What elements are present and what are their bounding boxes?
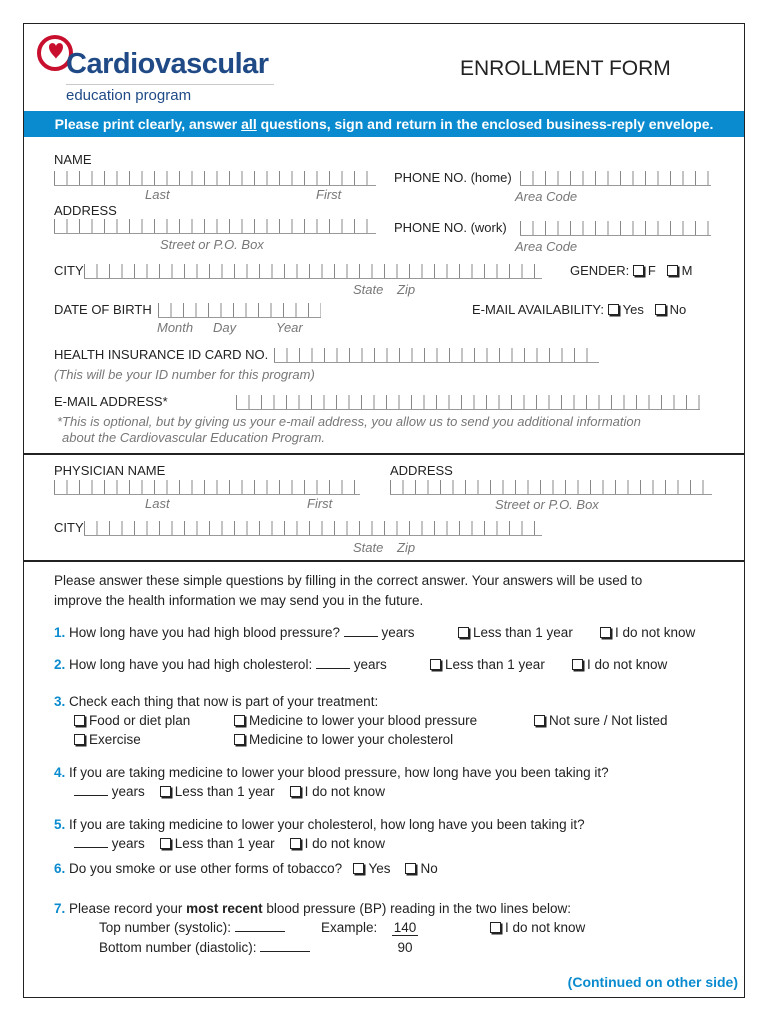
q5-years-field[interactable]	[74, 847, 108, 848]
q1-years-field[interactable]	[344, 636, 378, 637]
q6-yes-checkbox[interactable]	[353, 863, 364, 874]
email-input[interactable]	[236, 395, 700, 410]
email-availability: E-MAIL AVAILABILITY: Yes No	[472, 302, 687, 317]
gender-label: GENDER: F M	[570, 263, 693, 278]
gender-m-checkbox[interactable]	[667, 265, 678, 276]
question-5: 5. If you are taking medicine to lower your cholesterol, how long have you been taking it?	[54, 817, 585, 832]
city-label: CITY	[54, 263, 84, 278]
question-4: 4. If you are taking medicine to lower your blood pressure, how long have you been taking it?	[54, 765, 609, 780]
q7-dont-know-option[interactable]: I do not know	[490, 920, 585, 935]
address-input[interactable]	[54, 219, 376, 234]
example-top-value: 140	[393, 920, 417, 935]
physician-city-input[interactable]	[84, 521, 542, 536]
systolic-row: Top number (systolic):	[99, 920, 285, 935]
intro-line-2: improve the health information we may send you in the future.	[54, 593, 424, 608]
phone-home-input[interactable]	[520, 171, 711, 186]
q2-dont-know-option[interactable]: I do not know	[572, 657, 667, 672]
q2-years-field[interactable]	[316, 668, 350, 669]
physician-first-hint: First	[307, 496, 333, 511]
q4-years-field[interactable]	[74, 795, 108, 796]
question-1: 1. How long have you had high blood pressure? years	[54, 625, 415, 640]
example-bottom-value: 90	[397, 940, 413, 955]
q3-exercise-option[interactable]: Exercise	[74, 732, 141, 747]
insurance-input[interactable]	[274, 348, 599, 363]
area-code-hint: Area Code	[515, 189, 578, 204]
physician-zip-hint: Zip	[397, 540, 416, 555]
month-hint: Month	[157, 320, 194, 335]
year-hint: Year	[276, 320, 303, 335]
question-3: 3. Check each thing that now is part of your treatment:	[54, 694, 379, 709]
logo-wordmark: Cardiovascular	[66, 48, 269, 80]
first-hint: First	[316, 187, 342, 202]
name-label: NAME	[54, 152, 92, 167]
address-label: ADDRESS	[54, 203, 117, 218]
q5-less-checkbox[interactable]	[160, 838, 171, 849]
question-2: 2. How long have you had high cholesterol: years	[54, 657, 387, 672]
q6-no-checkbox[interactable]	[405, 863, 416, 874]
logo-rule	[66, 84, 274, 85]
insurance-note: (This will be your ID number for this program)	[54, 367, 315, 382]
q3-med-chol-option[interactable]: Medicine to lower your cholesterol	[234, 732, 453, 747]
q4-less-checkbox[interactable]	[160, 786, 171, 797]
physician-address-input[interactable]	[390, 480, 712, 495]
city-state-zip-input[interactable]	[84, 264, 542, 279]
email-note-2: about the Cardiovascular Education Program.	[62, 430, 326, 445]
question-6: 6. Do you smoke or use other forms of tobacco? Yes No	[54, 861, 438, 876]
area-code-hint-work: Area Code	[515, 239, 578, 254]
physician-address-label: ADDRESS	[390, 463, 453, 478]
q3-food-option[interactable]: Food or diet plan	[74, 713, 190, 728]
email-label: E-MAIL ADDRESS*	[54, 394, 168, 409]
diastolic-row: Bottom number (diastolic):	[99, 940, 310, 955]
q3-not-sure-option[interactable]: Not sure / Not listed	[534, 713, 668, 728]
q2-less-option[interactable]: Less than 1 year	[430, 657, 545, 672]
street-hint: Street or P.O. Box	[160, 237, 264, 252]
physician-name-input[interactable]	[54, 480, 360, 495]
section-divider-2	[24, 560, 744, 562]
q3-med-bp-option[interactable]: Medicine to lower your blood pressure	[234, 713, 477, 728]
q5-dont-know-checkbox[interactable]	[290, 838, 301, 849]
q5-answers: years Less than 1 year I do not know	[74, 836, 385, 851]
zip-hint: Zip	[397, 282, 416, 297]
q1-less-option[interactable]: Less than 1 year	[458, 625, 573, 640]
systolic-field[interactable]	[235, 931, 285, 932]
q4-answers: years Less than 1 year I do not know	[74, 784, 385, 799]
gender-f-checkbox[interactable]	[633, 265, 644, 276]
form-frame	[23, 23, 745, 998]
state-hint: State	[353, 282, 384, 297]
phone-work-label: PHONE NO. (work)	[394, 220, 507, 235]
diastolic-field[interactable]	[260, 951, 310, 952]
phone-home-label: PHONE NO. (home)	[394, 170, 512, 185]
logo-subtitle: education program	[66, 87, 192, 104]
last-hint: Last	[145, 187, 170, 202]
continued-note: (Continued on other side)	[567, 974, 738, 990]
name-input[interactable]	[54, 171, 376, 186]
physician-city-label: CITY	[54, 520, 84, 535]
email-note-1: *This is optional, but by giving us your e-mail address, you allow us to send you additional information	[57, 414, 641, 429]
physician-name-label: PHYSICIAN NAME	[54, 463, 166, 478]
q1-dont-know-option[interactable]: I do not know	[600, 625, 695, 640]
physician-last-hint: Last	[145, 496, 170, 511]
instructions-banner: Please print clearly, answer all questions, sign and return in the enclosed business-reply envelope.	[24, 111, 744, 137]
email-no-checkbox[interactable]	[655, 304, 666, 315]
day-hint: Day	[213, 320, 237, 335]
page-title: ENROLLMENT FORM	[460, 57, 671, 80]
example-label: Example:	[321, 920, 378, 935]
physician-state-hint: State	[353, 540, 384, 555]
dob-input[interactable]	[158, 303, 321, 318]
physician-street-hint: Street or P.O. Box	[495, 497, 599, 512]
section-divider-1	[24, 453, 744, 455]
dob-label: DATE OF BIRTH	[54, 302, 152, 317]
q4-dont-know-checkbox[interactable]	[290, 786, 301, 797]
intro-line-1: Please answer these simple questions by filling in the correct answer. Your answers will be used to	[54, 573, 643, 588]
insurance-label: HEALTH INSURANCE ID CARD NO.	[54, 347, 269, 362]
phone-work-input[interactable]	[520, 221, 711, 236]
email-yes-checkbox[interactable]	[608, 304, 619, 315]
question-7: 7. Please record your most recent blood pressure (BP) reading in the two lines below:	[54, 901, 572, 916]
